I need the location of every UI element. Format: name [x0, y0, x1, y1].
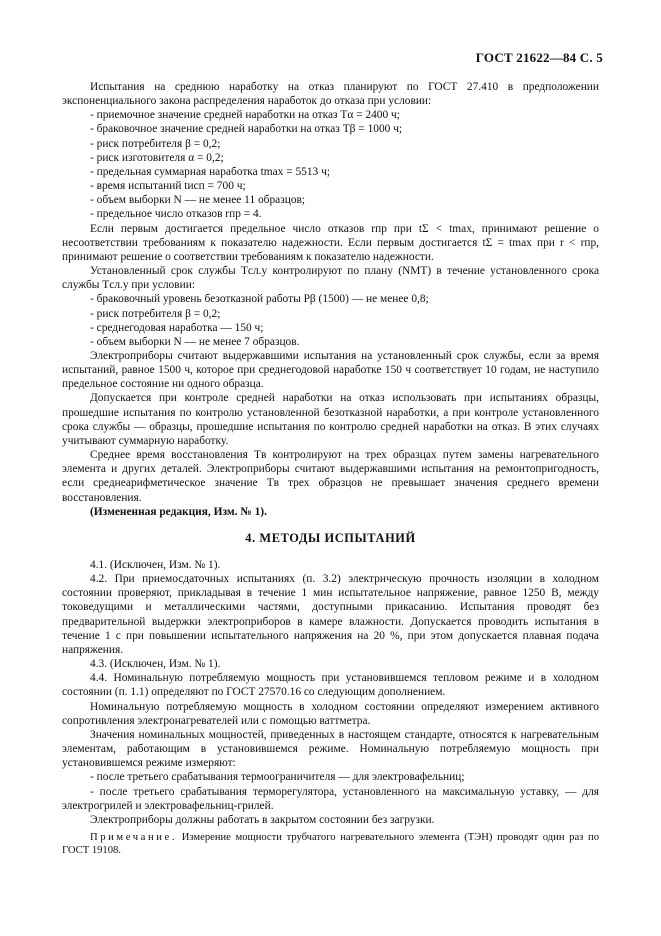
list-item: - предельная суммарная наработка tmax = 5513 ч; [90, 165, 330, 178]
list-item: - браковочное значение средней наработки на отказ Tβ = 1000 ч; [90, 123, 403, 136]
paragraph-decision: Если первым достигается предельное число отказов rпр при tΣ < tmax, принимают решение о несоответствии требованиям к показателю надежности. Если первым достигается tΣ = tmax при r < rпр, принимают решение о соответствии требованиям к показателю надежности. [62, 222, 599, 263]
list-item: - риск потребителя β = 0,2; [90, 137, 221, 150]
list-item: - объем выборки N — не менее 7 образцов. [90, 335, 300, 348]
paragraph-cold-power: Номинальную потребляемую мощность в холодном состоянии определяют измерением активного сопротивления электронагревателей или с помощью ваттметра. [62, 700, 599, 727]
list-item: - объем выборки N — не менее 11 образцов; [90, 194, 306, 207]
list-item: - приемочное значение средней наработки на отказ Tα = 2400 ч; [90, 109, 400, 122]
note-text: Измерение мощности трубчатого нагревательного элемента (ТЭН) проводят один раз по ГОСТ 19108. [62, 831, 599, 857]
clause-4-4: 4.4. Номинальную потребляемую мощность при установившемся тепловом режиме и в холодном состоянии (п. 1.1) определяют по ГОСТ 27570.16 со следующим дополнением. [62, 672, 599, 699]
paragraph-closed-state: Электроприборы должны работать в закрытом состоянии без загрузки. [90, 813, 435, 826]
clause-4-1: 4.1. (Исключен, Изм. № 1). [90, 559, 221, 571]
section-title: 4. МЕТОДЫ ИСПЫТАНИЙ [245, 530, 416, 545]
list-item: - время испытаний tисп = 700 ч; [90, 180, 246, 193]
list-item: - риск изготовителя α = 0,2; [90, 151, 224, 164]
clause-4-2: 4.2. При приемосдаточных испытаниях (п. 3.2) электрическую прочность изоляции в холодном состоянии проверяют, прикладывая в течение 1 мин испытательное напряжение, равное 1250 В, между токоведущими и металлическими частями, доступными прикасанию. Испытания проводят без предварительной выдержки электроприборов в камере влажности. Допускается проводить испытания в течение 1 с при повышении испытательного напряжения на 20 %, при этом допускается плавная подача напряжения. [62, 573, 599, 656]
list-item: - после третьего срабатывания термоограничителя — для электровафельниц; [90, 771, 465, 784]
note [62, 831, 599, 858]
list-item: - среднегодовая наработка — 150 ч; [90, 321, 264, 334]
paragraph-mtbf-plan: Испытания на среднюю наработку на отказ планируют по ГОСТ 27.410 в предположении экспоненциального закона распределения наработок до отказа при условии: [62, 81, 599, 108]
list-item: - риск потребителя β = 0,2; [90, 307, 221, 320]
document-body [62, 80, 599, 858]
note-label: Примечание. [90, 831, 178, 843]
list-item: - предельное число отказов rпр = 4. [90, 208, 262, 221]
amendment-note: (Измененная редакция, Изм. № 1). [90, 505, 267, 518]
paragraph-samples: Допускается при контроле средней наработки на отказ использовать при испытаниях образцы, прошедшие испытания по контролю установленной безотказной наработки, а при контроле установленного срока службы — образцы, прошедшие испытания по контролю средней наработки на отказ. В этих случаях учитывают суммарную наработку. [62, 392, 599, 447]
paragraph-passed: Электроприборы считают выдержавшими испытания на установленный срок службы, если за время испытаний, равное 1500 ч, которое при среднегодовой наработке 150 ч соответствует 10 годам, не наступило предельное состояние ни одного образца. [62, 349, 599, 391]
paragraph-thermostat: - после третьего срабатывания терморегулятора, установленного на максимальную уставку, — для электрогрилей и электровафельниц-грилей. [62, 785, 599, 812]
paragraph-repair: Среднее время восстановления Tв контролируют на трех образцах путем замены нагревательного элемента и других деталей. Электроприборы считают выдержавшими испытания на ремонтопригодность, если среднеарифметическое значение Tв трех образцов не превышает значения среднего времени восстановления. [62, 449, 599, 504]
page-header: ГОСТ 21622—84 С. 5 [475, 50, 603, 65]
list-item: - браковочный уровень безотказной работы Pβ (1500) — не менее 0,8; [90, 293, 429, 306]
clause-4-3: 4.3. (Исключен, Изм. № 1). [90, 658, 221, 671]
paragraph-service-life: Установленный срок службы Tсл.у контролируют по плану (NMT) в течение установленного срока службы Tсл.у при условии: [62, 265, 599, 292]
paragraph-nominal-power: Значения номинальных мощностей, приведенных в настоящем стандарте, относятся к нагревательным элементам, работающим в установившемся режиме. Номинальную потребляемую мощность при установившемся режиме измеряют: [62, 728, 599, 770]
